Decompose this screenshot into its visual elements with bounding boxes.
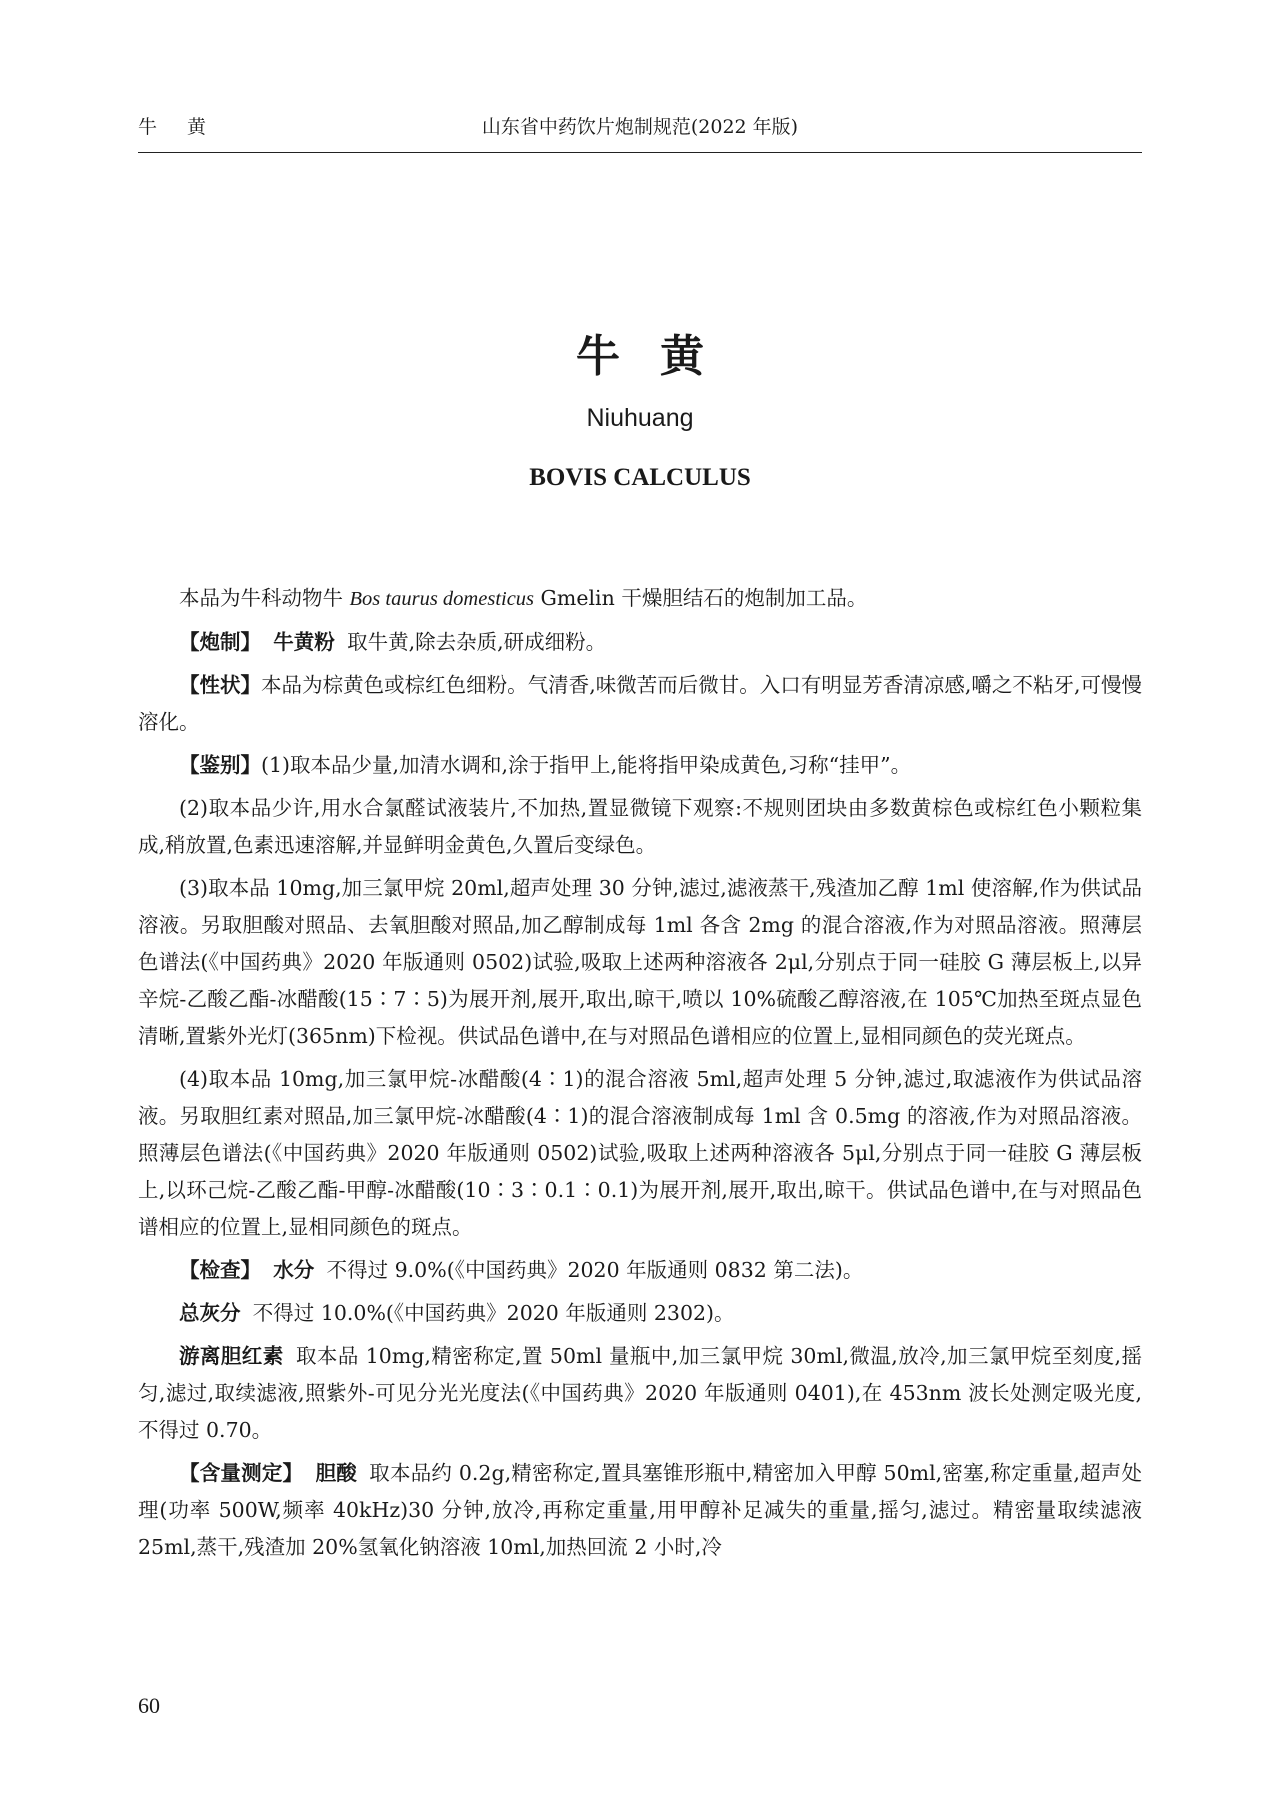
- identification-item-2: (2)取本品少许,用水合氯醛试液装片,不加热,置显微镜下观察:不规则团块由多数黄棕色或棕红色小颗粒集成,稍放置,色素迅速溶解,并显鲜明金黄色,久置后变绿色。: [138, 796, 1142, 857]
- intro-text-post: Gmelin 干燥胆结石的炮制加工品。: [534, 586, 868, 610]
- header-drug-name: 牛 黄: [138, 116, 219, 138]
- total-ash-text: 不得过 10.0%(《中国药典》2020 年版通则 2302)。: [252, 1301, 735, 1325]
- identification-item-4: (4)取本品 10mg,加三氯甲烷-冰醋酸(4∶1)的混合溶液 5ml,超声处理 5 分钟,滤过,取滤液作为供试品溶液。另取胆红素对照品,加三氯甲烷-冰醋酸(4∶1)的混合溶液制成每 1ml 含 0.5mg 的溶液,作为对照品溶液。照薄层色谱法(《中国药典》2020 年版通则 0502)试验,吸取上述两种溶液各 5μl,分别点于同一硅胶 G 薄层板上,以环己烷-乙酸乙酯-甲醇-冰醋酸(10∶3∶0.1∶0.1)为展开剂,展开,取出,晾干。供试品色谱中,在与对照品色谱相应的位置上,显相同颜色的斑点。: [138, 1067, 1142, 1239]
- assay-text: 取本品约 0.2g,精密称定,置具塞锥形瓶中,精密加入甲醇 50ml,密塞,称定重量,超声处理(功率 500W,频率 40kHz)30 分钟,放冷,再称定重量,用甲醇补足减失的重量,摇匀,滤过。精密量取续滤液 25ml,蒸干,残渣加 20%氢氧化钠溶液 10ml,加热回流 2 小时,冷: [138, 1461, 1143, 1559]
- identification-label: 【鉴别】: [179, 753, 261, 777]
- inspection-section: [138, 1252, 1142, 1289]
- character-text: 本品为棕黄色或棕红色细粉。气清香,味微苦而后微甘。入口有明显芳香清凉感,嚼之不粘牙,可慢慢溶化。: [138, 673, 1143, 734]
- header-book-title: 山东省中药饮片炮制规范(2022 年版): [481, 116, 799, 138]
- inspection-label: 【检查】: [179, 1258, 261, 1282]
- free-bilirubin-term: 游离胆红素: [179, 1344, 284, 1368]
- intro-paragraph: [138, 580, 1142, 618]
- running-header: [138, 112, 1142, 142]
- monograph-title-chinese: 牛黄: [576, 331, 744, 382]
- identification-section: [138, 747, 1142, 784]
- assay-label: 【含量测定】: [179, 1461, 304, 1485]
- character-label: 【性状】: [179, 673, 262, 697]
- processing-text: 取牛黄,除去杂质,研成细粉。: [347, 630, 607, 654]
- monograph-title-pinyin: Niuhuang: [586, 404, 694, 432]
- identification-item-1: (1)取本品少量,加清水调和,涂于指甲上,能将指甲染成黄色,习称“挂甲”。: [261, 753, 912, 777]
- total-ash-term: 总灰分: [179, 1301, 241, 1325]
- identification-item-3: (3)取本品 10mg,加三氯甲烷 20ml,超声处理 30 分钟,滤过,滤液蒸干,残渣加乙醇 1ml 使溶解,作为供试品溶液。另取胆酸对照品、去氧胆酸对照品,加乙醇制成每 1ml 各含 2mg 的混合溶液,作为对照品溶液。照薄层色谱法(《中国药典》2020 年版通则 0502)试验,吸取上述两种溶液各 2μl,分别点于同一硅胶 G 薄层板上,以异辛烷-乙酸乙酯-冰醋酸(15∶7∶5)为展开剂,展开,取出,晾干,喷以 10%硫酸乙醇溶液,在 105℃加热至斑点显色清晰,置紫外光灯(365nm)下检视。供试品色谱中,在与对照品色谱相应的位置上,显相同颜色的荧光斑点。: [138, 876, 1142, 1048]
- monograph-title-latin: BOVIS CALCULUS: [529, 464, 751, 491]
- moisture-text: 不得过 9.0%(《中国药典》2020 年版通则 0832 第二法)。: [326, 1258, 864, 1282]
- header-rule: [138, 152, 1142, 153]
- assay-term: 胆酸: [315, 1461, 357, 1485]
- moisture-term: 水分: [273, 1258, 315, 1282]
- monograph-body: [138, 580, 1142, 1572]
- assay-section: [138, 1455, 1142, 1566]
- free-bilirubin-text: 取本品 10mg,精密称定,置 50ml 量瓶中,加三氯甲烷 30ml,微温,放冷,加三氯甲烷至刻度,摇匀,滤过,取续滤液,照紫外-可见分光光度法(《中国药典》2020 年版通则 0401),在 453nm 波长处测定吸光度,不得过 0.70。: [138, 1344, 1142, 1442]
- free-bilirubin-paragraph: [138, 1338, 1142, 1449]
- page-number: 60: [138, 1693, 160, 1718]
- processing-label: 【炮制】: [179, 630, 261, 654]
- total-ash-paragraph: [138, 1295, 1142, 1332]
- processing-term: 牛黄粉: [273, 630, 335, 654]
- species-latin-name: Bos taurus domesticus: [349, 588, 535, 610]
- character-section: [138, 667, 1142, 741]
- intro-text-pre: 本品为牛科动物牛: [179, 586, 350, 610]
- processing-section: [138, 624, 1142, 661]
